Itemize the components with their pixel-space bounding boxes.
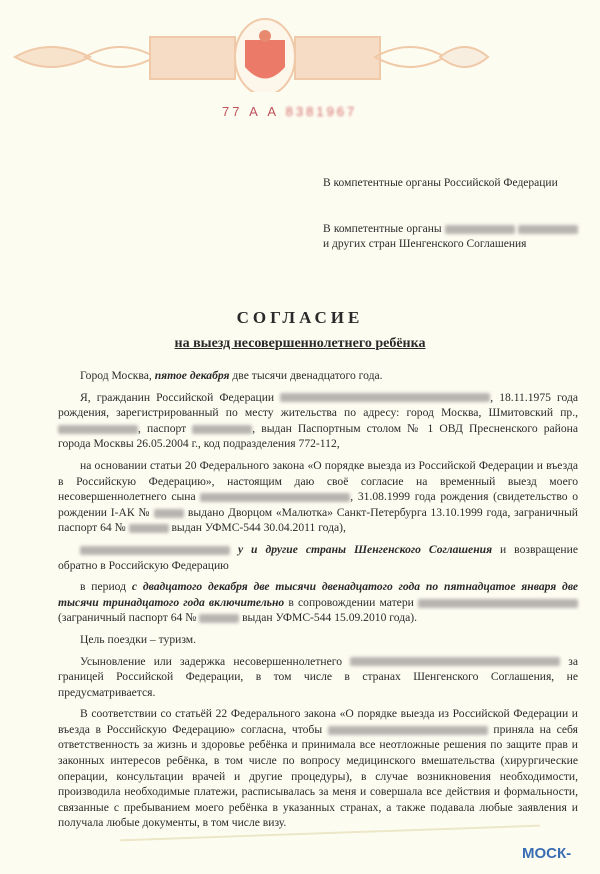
serial-number: 8381967 [285,104,358,119]
text: , паспорт [138,421,193,435]
paragraph-responsibility [58,706,578,831]
paragraph-adoption [58,654,578,701]
text: выдан УФМС-544 30.04.2011 года), [168,521,346,535]
text: , 31.08.1999 года рождения (свидетельство о рождении I-АК № [58,490,578,519]
addressee-1: В компетентные органы Российской Федерации [323,177,558,189]
redacted-address [58,425,138,434]
document-title: СОГЛАСИЕ [236,308,364,327]
redacted-name [200,493,350,502]
text: Я, гражданин Российской Федерации [80,390,281,404]
text: в сопровождении матери [284,595,418,609]
redacted-number [199,614,239,623]
redacted-name [328,726,488,735]
redacted-name [418,599,578,608]
text: Город Москва, [80,369,155,382]
text: за границей Российской Федерации, в том числе в странах Шенгенского Соглашения, не предусматривается. [58,654,578,699]
redacted-number [129,524,169,533]
redacted-number [154,509,184,518]
text: (заграничный паспорт 64 № [58,611,200,625]
notary-blank-ornament [10,12,490,92]
period-emphasis: с двадцатого декабря две тысячи двенадцатого года по пятнадцатое января две тысячи тринадцатого года включительно [58,580,578,609]
paragraph-purpose: Цель поездки – туризм. [80,632,196,646]
addressee-2-end: и других стран Шенгенского Соглашения [323,238,527,250]
paragraph-declarant [58,390,578,452]
paragraph-destination [58,542,578,573]
date-emphasis: пятое декабря [154,369,230,382]
redacted-country [80,546,230,555]
text: на основании статьи 20 Федерального закона «О порядке выезда из Российской Федерации и въезда в Российскую Федерацию», настоящим даю своё согласие на временный выезд моего несовершеннолетнего сына [58,458,578,504]
text: две тысячи двенадцатого года. [229,369,383,382]
text: , 18.11.1975 года рождения, зарегистрированный по месту жительства по адресу: город Москва, Шмитовский пр., [58,390,578,420]
destination-emphasis: у и другие страны Шенгенского Соглашения [237,542,493,556]
document-body [58,368,578,837]
addressee-2-start: В компетентные органы [323,223,442,235]
stamp-fragment: МОСК- [522,845,572,862]
redacted-text [445,225,515,234]
text: и возвращение обратно в Российскую Федерацию [58,542,578,572]
coat-of-arms-icon [245,40,285,79]
text: выдан УФМС-544 15.09.2010 года). [239,611,417,625]
text: приняла на себя ответственность за жизнь и здоровье ребёнка и принимала все неотложные решения по защите прав и законных интересов ребёнка, в том числе по вопросу медицинского вмешательства (хирургические операции, консультации врачей и другие процедуры), в случае возникновения необходимости, производила необходимые платежи, расписывалась за меня и совершала все действия и формальности, связанные с пребыванием моего ребёнка в указанных странах, а также подавала любые заявления и получала любые документы, в том числе визу. [58,722,578,830]
text: Усыновление или задержка несовершеннолетнего [80,654,351,668]
paragraph-place-date [58,368,578,384]
redacted-text [518,225,578,234]
paragraph-consent [58,458,578,536]
text: выдано Дворцом «Малютка» Санкт-Петербурга 13.10.1999 года, заграничный паспорт 64 № [58,505,578,535]
redacted-name [280,393,490,402]
document-subtitle: на выезд несовершеннолетнего ребёнка [174,336,426,351]
text: в период [80,580,132,594]
addressee-2 [323,222,578,252]
text: В соответствии со статьёй 22 Федерального закона «О порядке выезда из Российской Федерации и въезда в Российскую Федерацию» согласна, чтобы [58,707,578,736]
paragraph-period [58,579,578,626]
form-serial-number [222,104,357,119]
text: , выдан Паспортным столом № 1 ОВД Пресненского района города Москвы 26.05.2004 г., код подразделения 772-112, [58,421,578,451]
serial-prefix: 77 А А [222,104,280,119]
redacted-name [350,657,560,666]
redacted-passport [192,425,252,434]
